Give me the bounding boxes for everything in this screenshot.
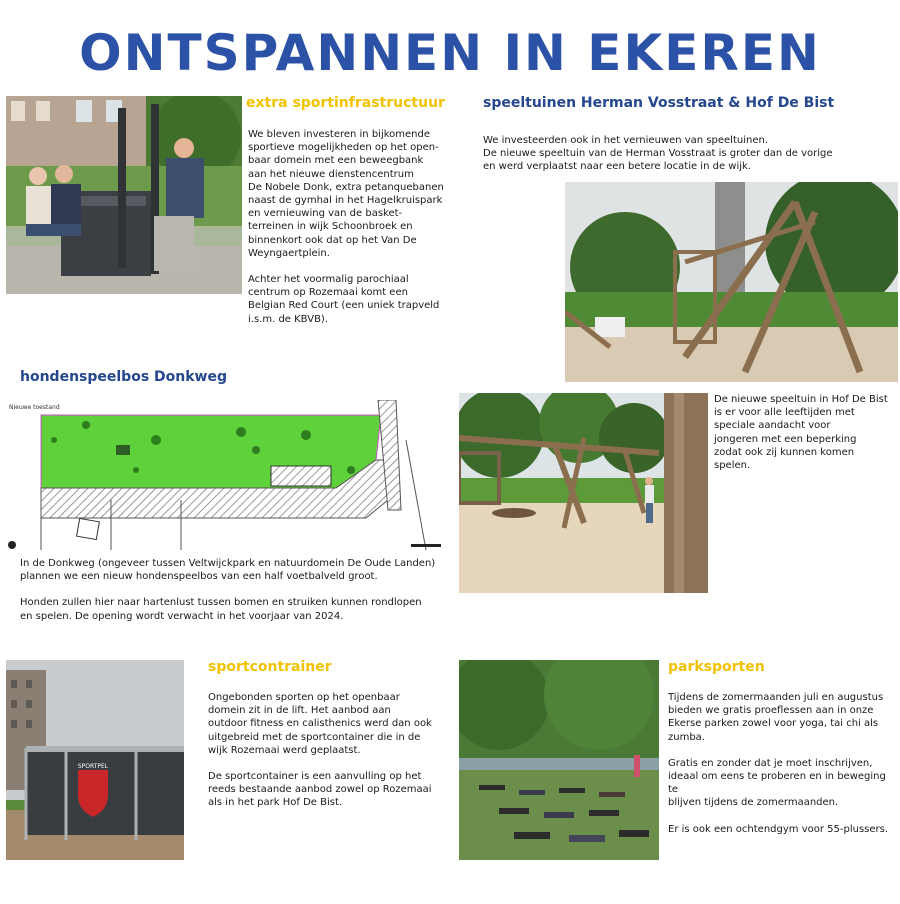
text-sportcontainer (208, 691, 438, 823)
text-parksporten (668, 691, 898, 849)
plan-label: Nieuwe toestand (9, 404, 60, 411)
paragraph: De nieuwe speeltuin in Hof De Bist is er voor alle leeftijden met speciale aandacht voor jongeren met een beperking zodat ook zij kunnen komen spelen. (714, 394, 888, 472)
paragraph: We bleven investeren in bijkomende sportieve mogelijkheden op het open- baar domein met een beweegbank aan het nieuwe dienstencentrum De Nobele Donk, extra petanquebanen naast de gymhal in het Hagelkruispark en vernieuwing van de basket- terreinen in wijk Schoonbroek en binnenkort ook dat op het Van De Weyngaertplein. (248, 129, 444, 259)
paragraph: De sportcontainer is een aanvulling op het reeds bestaande aanbod zowel op Rozemaai als in het park Hof De Bist. (208, 771, 432, 809)
plan-hondenspeelbos (6, 400, 446, 550)
photo-parksporten (459, 660, 659, 860)
paragraph: We investeerden ook in het vernieuwen van speeltuinen. De nieuwe speeltuin van de Herman Vosstraat is groter dan de vorige en werd verplaatst naar een betere locatie in de wijk. (483, 135, 833, 173)
paragraph: Tijdens de zomermaanden juli en augustus bieden we gratis proeflessen aan in onze Ekerse parken zowel voor yoga, tai chi als zumba. (668, 692, 884, 743)
paragraph: Honden zullen hier naar hartenlust tussen bomen en struiken kunnen rondlopen en spelen. De opening wordt verwacht in het voorjaar van 2024. (20, 597, 422, 622)
paragraph: In de Donkweg (ongeveer tussen Veltwijckpark en natuurdomein De Oude Landen) plannen we een nieuw hondenspeelbos van een half voetbalveld groot. (20, 558, 436, 583)
heading-speeltuinen: speeltuinen Herman Vosstraat & Hof De Bist (483, 95, 835, 111)
paragraph: Er is ook een ochtendgym voor 55-plussers. (668, 823, 889, 835)
text-speeltuinen (483, 134, 863, 187)
heading-sportinfra: extra sportinfrastructuur (246, 95, 445, 111)
photo-speeltuin-hof-de-bist (459, 393, 708, 593)
heading-hondenspeelbos: hondenspeelbos Donkweg (20, 369, 227, 385)
text-hof-de-bist (714, 393, 894, 485)
container-sign: SPORTPEL (77, 763, 109, 770)
text-hondenspeelbos (20, 557, 440, 636)
heading-parksporten: parksporten (668, 659, 765, 675)
paragraph: Ongebonden sporten op het openbaar domein zit in de lift. Het aanbod aan outdoor fitness en calisthenics werd dan ook uitgebreid met de sportcontainer die in de wijk Rozemaai werd geplaatst. (208, 692, 432, 756)
photo-sportcontainer (6, 660, 184, 860)
photo-speeltuin-herman-vosstraat (565, 182, 898, 382)
page-title: ONTSPANNEN IN EKEREN (79, 24, 821, 82)
text-sportinfra (248, 128, 458, 339)
paragraph: Achter het voormalig parochiaal centrum op Rozemaai komt een Belgian Red Court (een uniek trapveld i.s.m. de KBVB). (248, 274, 440, 325)
paragraph: Gratis en zonder dat je moet inschrijven, ideaal om eens te proberen en in beweging te blijven tijdens de zomermaanden. (668, 757, 886, 809)
photo-beweegbank (6, 96, 242, 294)
heading-sportcontainer: sportcontrainer (208, 659, 332, 675)
